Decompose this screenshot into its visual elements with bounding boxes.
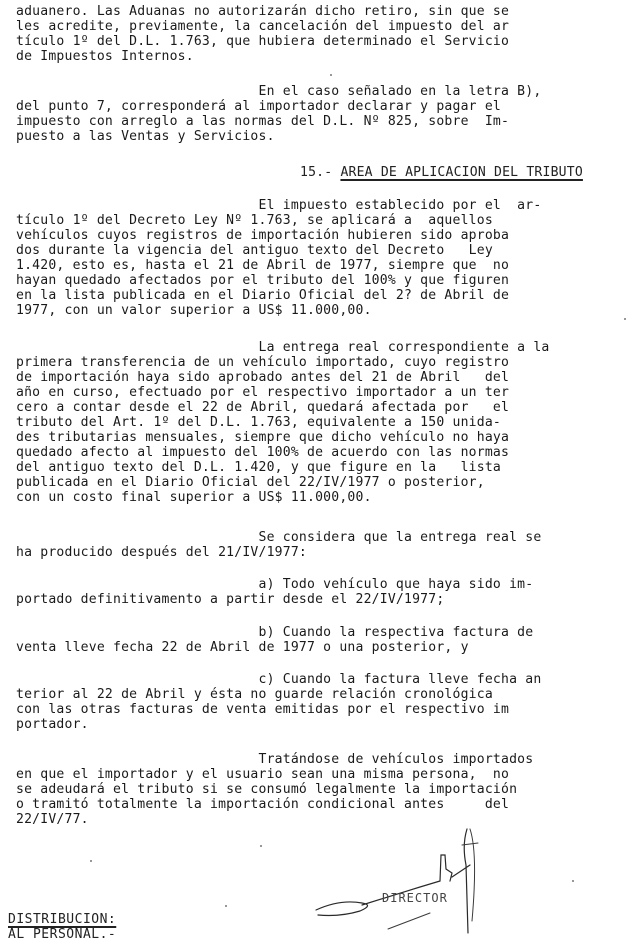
scan-speck [330, 74, 332, 76]
text-line: dos durante la vigencia del antiguo texto del Decreto Ley [16, 243, 493, 258]
text-line: año en curso, efectuado por el respectivo importador a un ter [16, 385, 510, 400]
text-line: de Impuestos Internos. [16, 49, 194, 64]
text-line: cero a contar desde el 22 de Abril, quedará afectada por el [16, 400, 510, 415]
text-line: del punto 7, corresponderá al importador declarar y pagar el [16, 99, 501, 114]
text-line: se adeudará el tributo si se consumó legalmente la importación [16, 782, 518, 797]
scan-speck [90, 860, 92, 862]
section-heading [300, 165, 583, 180]
text-line: quedado afecto al impuesto del 100% de acuerdo con las normas [16, 445, 510, 460]
scan-speck [624, 318, 626, 320]
scan-speck [260, 845, 262, 847]
text-line: b) Cuando la respectiva factura de [16, 625, 534, 640]
text-line: publicada en el Diario Oficial del 22/IV/1977 o posterior, [16, 475, 485, 490]
text-line: 22/IV/77. [16, 812, 89, 827]
text-line: vehículos cuyos registros de importación hubieren sido aproba [16, 228, 510, 243]
text-line: En el caso señalado en la letra B), [16, 84, 542, 99]
text-line: del antiguo texto del D.L. 1.420, y que figure en la lista [16, 460, 501, 475]
signature-mark [300, 825, 520, 935]
text-line: c) Cuando la factura lleve fecha an [16, 672, 542, 687]
text-line: portado definitivamento a partir desde el 22/IV/1977; [16, 592, 445, 607]
text-line: ha producido después del 21/IV/1977: [16, 545, 307, 560]
text-line: La entrega real correspondiente a la [16, 340, 550, 355]
text-line: des tributarias mensuales, siempre que dicho vehículo no haya [16, 430, 510, 445]
text-line: o tramitó totalmente la importación condicional antes del [16, 797, 510, 812]
signature-stroke [452, 865, 470, 877]
text-line: a) Todo vehículo que haya sido im- [16, 577, 534, 592]
text-line: en la lista publicada en el Diario Oficial del 2? de Abril de [16, 288, 510, 303]
text-line: Se considera que la entrega real se [16, 530, 542, 545]
text-line: impuesto con arreglo a las normas del D.L. Nº 825, sobre Im- [16, 114, 510, 129]
text-line: en que el importador y el usuario sean una misma persona, no [16, 767, 510, 782]
text-line: aduanero. Las Aduanas no autorizarán dicho retiro, sin que se [16, 4, 510, 19]
text-line: 1.420, esto es, hasta el 21 de Abril de 1977, siempre que no [16, 258, 510, 273]
distribution-label: DISTRIBUCION: [8, 912, 117, 927]
scan-speck [225, 905, 227, 907]
distribution-recipient: AL PERSONAL.- [8, 927, 117, 942]
text-line: les acredite, previamente, la cancelación del impuesto del ar [16, 19, 510, 34]
distribution-block [8, 912, 116, 942]
text-line: El impuesto establecido por el ar- [16, 198, 542, 213]
text-line: tículo 1º del D.L. 1.763, que hubiera determinado el Servicio [16, 34, 510, 49]
signature-label: DIRECTOR [382, 891, 448, 905]
text-line: portador. [16, 717, 89, 732]
text-line: con un costo final superior a US$ 11.000,00. [16, 490, 372, 505]
text-line: de importación haya sido aprobado antes del 21 de Abril del [16, 370, 510, 385]
text-line: con las otras facturas de venta emitidas por el respectivo im [16, 702, 510, 717]
signature-stroke [388, 913, 430, 929]
text-line: hayan quedado afectados por el tributo del 100% y que figuren [16, 273, 510, 288]
text-line: 1977, con un valor superior a US$ 11.000,00. [16, 303, 372, 318]
text-line: puesto a las Ventas y Servicios. [16, 129, 275, 144]
text-line: primera transferencia de un vehículo importado, cuyo registro [16, 355, 510, 370]
text-line: tributo del Art. 1º del D.L. 1.763, equivalente a 150 unida- [16, 415, 501, 430]
text-line: terior al 22 de Abril y ésta no guarde relación cronológica [16, 687, 493, 702]
signature-loop [316, 902, 368, 916]
signature-stroke [470, 829, 475, 921]
scan-speck [572, 880, 574, 882]
text-line: tículo 1º del Decreto Ley Nº 1.763, se aplicará a aquellos [16, 213, 493, 228]
text-line: Tratándose de vehículos importados [16, 752, 534, 767]
section-title: AREA DE APLICACION DEL TRIBUTO [340, 165, 583, 180]
section-number: 15.- [300, 165, 333, 180]
text-line: venta lleve fecha 22 de Abril de 1977 o una posterior, y [16, 640, 469, 655]
